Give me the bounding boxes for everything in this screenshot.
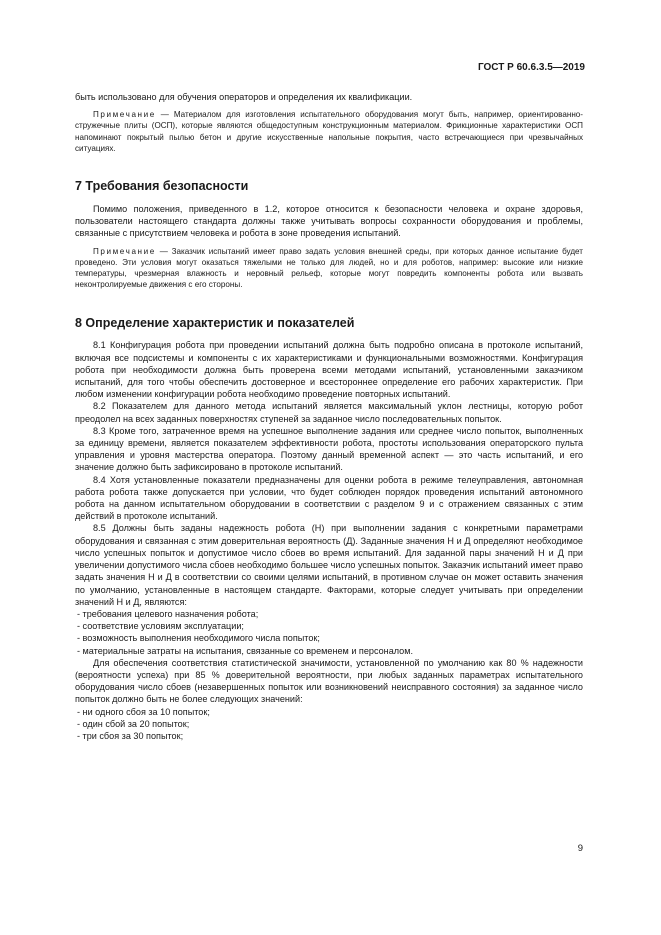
list-item: - один сбой за 20 попыток; [77,718,190,729]
paragraph-8-1: 8.1 Конфигурация робота при проведении испытаний должна быть подробно описана в протоколе испытаний, включая все подсистемы и компоненты с их характеристиками и функциональными возможностями. Конфигурация робота при необходимости должна быть проверена всеми методами испытаний, установленными заказчиком испытаний, для того чтобы обеспечить достоверное и всестороннее определение его рабочих характеристик. При любом изменении конфигурации робота необходимо проведение повторных испытаний. [75,340,583,400]
list-item: - возможность выполнения необходимого числа попыток; [77,633,320,644]
paragraph-8-3: 8.3 Кроме того, затраченное время на успешное выполнение задания или среднее число попыток, выполненных за единицу времени, является показателем эффективности робота, простоты использования операторского пульта управления и уровня мастерства оператора. Поэтому данный временной аспект — это часть испытаний, и его значение должно быть зафиксировано в протоколе испытаний. [75,425,583,473]
section-8-title: 8 Определение характеристик и показателей [75,316,355,331]
continuation-paragraph: быть использовано для обучения операторов и определения их квалификации. [75,92,413,102]
paragraph-statistical-significance: Для обеспечения соответствия статистической значимости, установленной по умолчанию как 80 % надежности (вероятности успеха) при 85 % доверительной вероятности, при любых заданных параметрах испытательного оборудования число сбоев (незавершенных попыток или возникновений неисправного состояния) за заданное число попыток должно быть не более следующих значений: [75,657,583,705]
page-number: 9 [577,843,583,854]
list-item: - материальные затраты на испытания, связанные со временем и персоналом. [77,645,414,656]
section-7-title: 7 Требования безопасности [75,179,249,194]
standard-code-header: ГОСТ Р 60.6.3.5—2019 [477,62,585,73]
note-label: Примечание [93,246,156,256]
note-label: Примечание [93,110,156,120]
paragraph-8-5: 8.5 Должны быть заданы надежность робота (Н) при выполнении задания с конкретными параметрами оборудования и связанная с этим доверительная вероятность (Д). Заданные значения Н и Д определяют необходимое число успешных попыток и допустимое число сбоев во время испытаний. Для заданной пары значений Н и Д при увеличении допустимого числа сбоев необходимо большее число успешных попыток. Заказчик испытаний имеет право задать значения Н и Д в соответствии со своими целями испытаний, в противном случае он может оставить значения по умолчанию, установленные в настоящем стандарте. Факторами, которые следует учитывать при определении значений Н и Д, являются: [75,523,583,607]
page-body [75,91,583,742]
list-item: - соответствие условиям эксплуатации; [77,621,244,632]
note-text: — Заказчик испытаний имеет право задать условия внешней среды, при которых данное испытание будет проведено. Эти условия могут оказаться тяжелыми не только для людей, но и для роботов, например: высокие или низкие температуры, чрезмерная влажность и неровный рельеф, которые могут повредить компоненты робота или вызвать неконтролируемые движения с его стороны. [75,246,583,290]
section-7-paragraph: Помимо положения, приведенного в 1.2, которое относится к безопасности человека и охране здоровья, пользователи настоящего стандарта должны также учитывать вопросы сохранности оборудования и проблемы, связанные с присутствием человека и робота в зоне проведения испытаний. [75,204,583,239]
paragraph-8-4: 8.4 Хотя установленные показатели предназначены для оценки робота в режиме телеуправления, автономная работа робота также допускается при условии, что будет соблюден порядок проведения испытаний автономного робота на данном испытательном оборудовании в соответствии с разделом 9 и с отражением связанных с этим действий в протоколе испытаний. [75,474,583,522]
note-materials [75,109,583,154]
list-item: - три сбоя за 30 попыток; [77,730,184,741]
list-item: - требования целевого назначения робота; [77,608,259,619]
note-environment [75,246,583,291]
list-item: - ни одного сбоя за 10 попыток; [77,706,210,717]
note-text: — Материалом для изготовления испытательного оборудования могут быть, например, ориентированно-стружечные плиты (ОСП), которые являются общедоступным конструкционным материалом. Фрикционные характеристики ОСП напоминают покрытый пылью бетон и другие искусственные напольные покрытия, часто встречающиеся при чрезвычайных ситуациях. [75,110,583,153]
paragraph-8-2: 8.2 Показателем для данного метода испытаний является максимальный уклон лестницы, которую робот преодолел на всех заданных поверхностях ступеней за заданное число последовательных попыток. [75,401,583,424]
